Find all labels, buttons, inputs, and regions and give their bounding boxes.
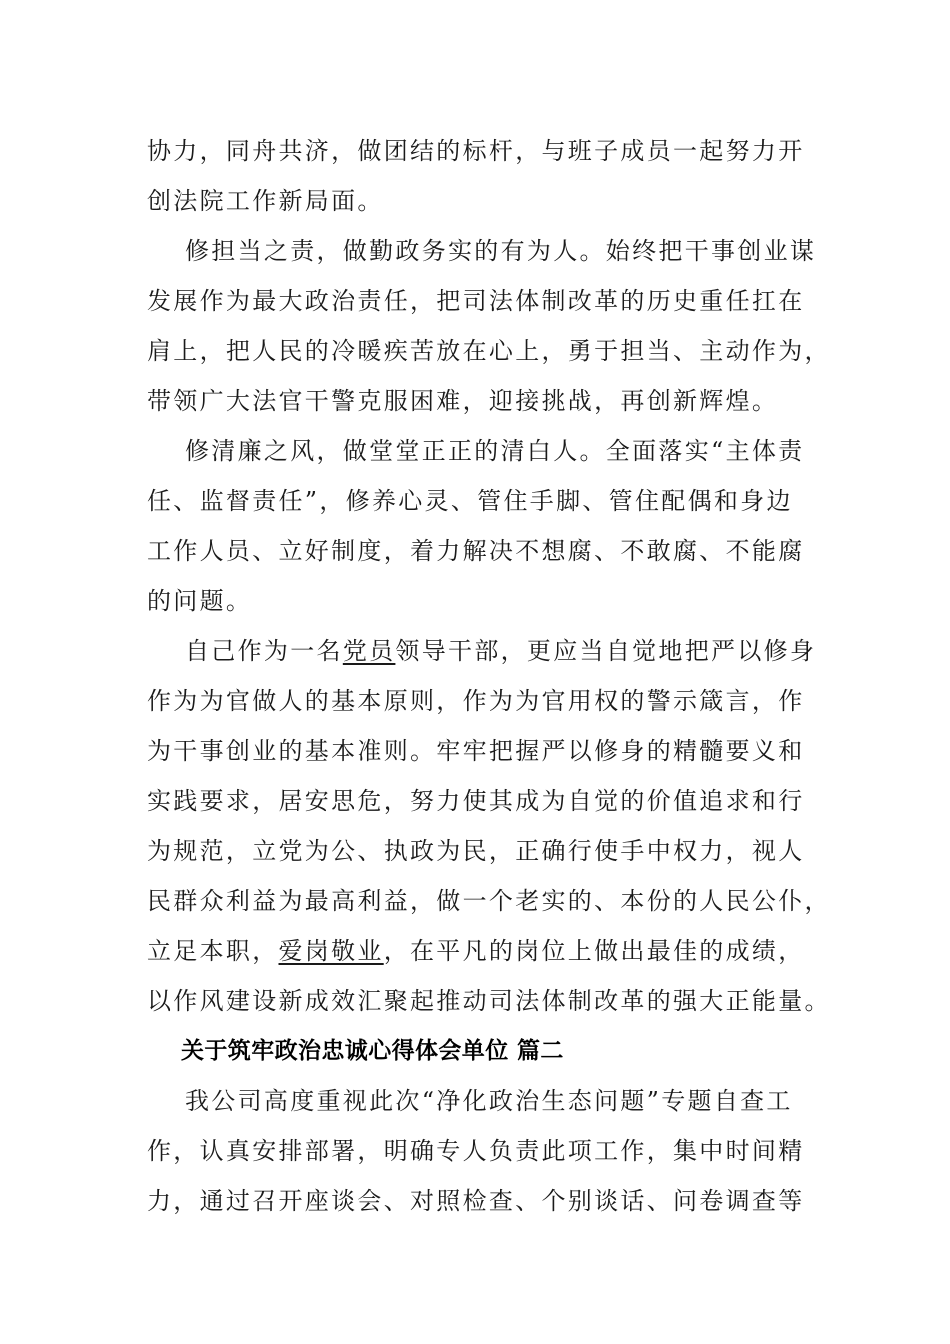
text-line: 以作风建设新成效汇聚起推动司法体制改革的强大正能量。 [147,987,831,1015]
paragraph-unity-continued [147,126,805,226]
text-segment: 领导干部，更应当自觉地把严以修身 [395,637,817,665]
paragraph-integrity [147,426,805,626]
text-line: 工作人员、立好制度，着力解决不想腐、不敢腐、不能腐 [147,537,805,565]
text-line: 为规范，立党为公、执政为民，正确行使手中权力，视人 [147,837,805,865]
paragraph-self-discipline [147,626,831,1026]
text-segment: ，在平凡的岗位上做出最佳的成绩， [383,937,805,965]
text-segment: 自己作为一名 [185,637,343,665]
text-line: 创法院工作新局面。 [147,187,384,215]
text-line: 为干事创业的基本准则。牢牢把握严以修身的精髓要义和 [147,737,805,765]
text-line: 修清廉之风，做堂堂正正的清白人。全面落实“主体责 [185,437,805,465]
text-line: 作，认真安排部署，明确专人负责此项工作，集中时间精 [147,1137,805,1165]
text-line [147,926,805,976]
text-line: 我公司高度重视此次“净化政治生态问题”专题自查工 [185,1087,793,1115]
paragraph-self-inspection [147,1076,805,1226]
text-segment: 立足本职， [147,937,279,965]
text-line: 作为为官做人的基本原则，作为为官用权的警示箴言，作 [147,687,805,715]
section-heading: 关于筑牢政治忠诚心得体会单位 篇二 [181,1038,564,1064]
text-line: 力，通过召开座谈会、对照检查、个别谈话、问卷调查等 [147,1187,805,1215]
text-line: 协力，同舟共济，做团结的标杆，与班子成员一起努力开 [147,137,805,165]
text-line: 带领广大法官干警克服困难，迎接挑战，再创新辉煌。 [147,387,779,415]
document-body [147,126,831,1226]
text-line: 发展作为最大政治责任，把司法体制改革的历史重任扛在 [147,287,805,315]
text-line: 实践要求，居安思危，努力使其成为自觉的价值追求和行 [147,787,805,815]
link-job-dedication[interactable]: 爱岗敬业 [278,937,384,965]
link-party-member[interactable]: 党员 [342,637,396,665]
text-line: 任、监督责任”，修养心灵、管住手脚、管住配偶和身边 [147,487,793,515]
text-line: 肩上，把人民的冷暖疾苦放在心上，勇于担当、主动作为， [147,337,831,365]
text-line: 民群众利益为最高利益，做一个老实的、本份的人民公仆， [147,887,831,915]
text-line [147,626,817,676]
text-line: 的问题。 [147,587,253,615]
text-line: 修担当之责，做勤政务实的有为人。始终把干事创业谋 [185,237,817,265]
paragraph-responsibility [147,226,831,426]
